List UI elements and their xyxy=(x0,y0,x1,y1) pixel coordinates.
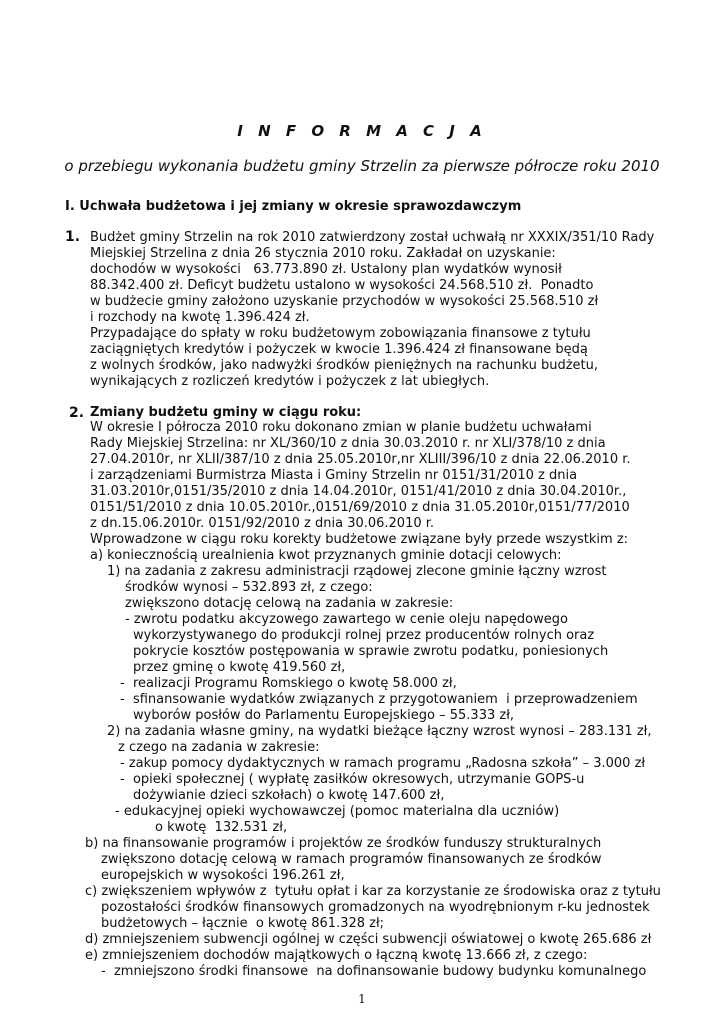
item-2-line: - zakup pomocy dydaktycznych w ramach programu „Radosna szkoła” – 3.000 zł xyxy=(120,756,646,771)
item-2-line: Wprowadzone w ciągu roku korekty budżetowe związane były przede wszystkim z: xyxy=(90,532,629,547)
item-1-line: Miejskiej Strzelina z dnia 26 stycznia 2010 roku. Zakładał on uzyskanie: xyxy=(90,246,556,261)
item-2-line: - sfinansowanie wydatków związanych z przygotowaniem i przeprowadzeniem xyxy=(120,692,638,707)
item-2-line: 2) na zadania własne gminy, na wydatki bieżące łączny wzrost wynosi – 283.131 zł, xyxy=(107,724,652,739)
item-2-line: d) zmniejszeniem subwencji ogólnej w części subwencji oświatowej o kwotę 265.686 zł xyxy=(85,932,652,947)
item-2-line: 0151/51/2010 z dnia 10.05.2010r.,0151/69/2010 z dnia 31.05.2010r,0151/77/2010 xyxy=(90,500,630,515)
item-2-line: c) zwiększeniem wpływów z tytułu opłat i kar za korzystanie ze środowiska oraz z tytułu xyxy=(85,884,661,899)
item-2-line: zwiększono dotację celową na zadania w zakresie: xyxy=(125,596,454,611)
item-2-line: 1) na zadania z zakresu administracji rządowej zlecone gminie łączny wzrost xyxy=(107,564,607,579)
item-2-number: 2. xyxy=(69,405,85,421)
item-2-line: wyborów posłów do Parlamentu Europejskiego – 55.333 zł, xyxy=(133,708,515,723)
item-2-line: b) na finansowanie programów i projektów ze środków funduszy strukturalnych xyxy=(85,836,602,851)
item-2-line: i zarządzeniami Burmistrza Miasta i Gminy Strzelin nr 0151/31/2010 z dnia xyxy=(90,468,578,483)
section-heading: I. Uchwała budżetowa i jej zmiany w okresie sprawozdawczym xyxy=(65,199,522,214)
item-1-line: wynikających z rozliczeń kredytów i pożyczek z lat ubiegłych. xyxy=(90,374,490,389)
item-1-number: 1. xyxy=(65,229,81,245)
item-1-line: Przypadające do spłaty w roku budżetowym zobowiązania finansowe z tytułu xyxy=(90,326,591,341)
item-2-line: o kwotę 132.531 zł, xyxy=(155,820,288,835)
item-2-line: a) koniecznością urealnienia kwot przyznanych gminie dotacji celowych: xyxy=(90,548,562,563)
item-2-line: 27.04.2010r, nr XLII/387/10 z dnia 25.05.2010r,nr XLIII/396/10 z dnia 22.06.2010 r. xyxy=(90,452,631,467)
item-2-line: - realizacji Programu Romskiego o kwotę 58.000 zł, xyxy=(120,676,457,691)
item-2-line: pokrycie kosztów postępowania w sprawie zwrotu podatku, poniesionych xyxy=(133,644,609,659)
document-subtitle: o przebiegu wykonania budżetu gminy Strzelin za pierwsze półrocze roku 2010 xyxy=(64,157,660,175)
item-2-line: Rady Miejskiej Strzelina: nr XL/360/10 z dnia 30.03.2010 r. nr XLI/378/10 z dnia xyxy=(90,436,606,451)
item-2-line: - opieki społecznej ( wypłatę zasiłków okresowych, utrzymanie GOPS-u xyxy=(120,772,585,787)
item-1-line: w budżecie gminy założono uzyskanie przychodów w wysokości 25.568.510 zł xyxy=(90,294,599,309)
item-1-line: z wolnych środków, jako nadwyżki środków pieniężnych na rachunku budżetu, xyxy=(90,358,599,373)
item-2-line: europejskich w wysokości 196.261 zł, xyxy=(101,868,345,883)
item-2-line: 31.03.2010r,0151/35/2010 z dnia 14.04.2010r, 0151/41/2010 z dnia 30.04.2010r., xyxy=(90,484,627,499)
item-2-line: z czego na zadania w zakresie: xyxy=(118,740,320,755)
item-2-line: zwiększono dotację celową w ramach programów finansowanych ze środków xyxy=(101,852,602,867)
item-2-line: środków wynosi – 532.893 zł, z czego: xyxy=(125,580,373,595)
item-2-line: z dn.15.06.2010r. 0151/92/2010 z dnia 30.06.2010 r. xyxy=(90,516,435,531)
item-2-line: - edukacyjnej opieki wychowawczej (pomoc materialna dla uczniów) xyxy=(115,804,560,819)
item-2-line: dożywianie dzieci szkołach) o kwotę 147.600 zł, xyxy=(133,788,445,803)
item-2-line: budżetowych – łącznie o kwotę 861.328 zł; xyxy=(101,916,385,931)
item-2-line: - zwrotu podatku akcyzowego zawartego w cenie oleju napędowego xyxy=(125,612,568,627)
item-2-line: wykorzystywanego do produkcji rolnej przez producentów rolnych oraz xyxy=(133,628,595,643)
item-2-heading: Zmiany budżetu gminy w ciągu roku: xyxy=(90,405,362,420)
document-title: I N F O R M A C J A xyxy=(237,122,487,140)
item-1-line: i rozchody na kwotę 1.396.424 zł. xyxy=(90,310,310,325)
item-2-line: W okresie I półrocza 2010 roku dokonano zmian w planie budżetu uchwałami xyxy=(90,420,592,435)
item-2-line: pozostałości środków finansowych gromadzonych na wyodrębnionym r-ku jednostek xyxy=(101,900,650,915)
item-1-line: dochodów w wysokości 63.773.890 zł. Ustalony plan wydatków wynosił xyxy=(90,262,562,277)
item-1-line: zaciągniętych kredytów i pożyczek w kwocie 1.396.424 zł finansowane będą xyxy=(90,342,588,357)
item-1-line: 88.342.400 zł. Deficyt budżetu ustalono w wysokości 24.568.510 zł. Ponadto xyxy=(90,278,594,293)
item-1-line: Budżet gminy Strzelin na rok 2010 zatwierdzony został uchwałą nr XXXIX/351/10 Rady xyxy=(90,230,655,245)
item-2-line: przez gminę o kwotę 419.560 zł, xyxy=(133,660,346,675)
item-2-line: e) zmniejszeniem dochodów majątkowych o łączną kwotę 13.666 zł, z czego: xyxy=(85,948,588,963)
item-2-line: - zmniejszono środki finansowe na dofinansowanie budowy budynku komunalnego xyxy=(101,964,647,979)
page-number: 1 xyxy=(358,992,366,1006)
